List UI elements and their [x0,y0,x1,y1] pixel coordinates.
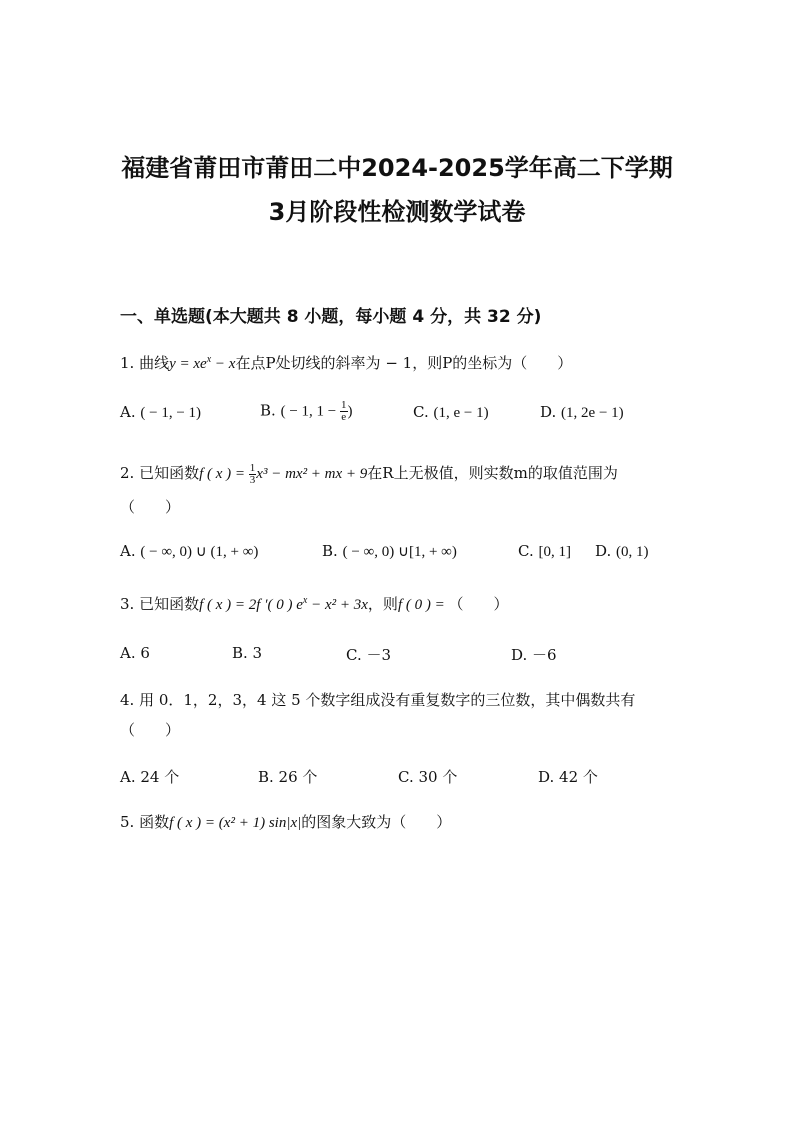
q2-frac-num: 1 [249,461,256,474]
q2-option-d-label: D. [595,542,612,560]
q3-option-a: A. 6 [120,644,150,662]
q1-post: 在点P处切线的斜率为 − 1，则P的坐标为（ ） [235,354,573,372]
q3-post: （ ） [448,595,509,613]
exam-title-line2: 3月阶段性检测数学试卷 [268,198,526,226]
q2-option-d [595,542,649,561]
q4-option-a: A. 24 个 [120,768,180,786]
q1-option-d-label: D. [540,403,557,421]
q3-number: 3. [120,595,135,613]
q3-formula2: f ( 0 ) = [397,597,449,613]
q1-number: 1. [120,354,135,372]
q1-option-a-label: A. [120,403,136,421]
q2-pre: 已知函数 [139,464,200,482]
q2-f: f ( x ) = [199,466,249,482]
q1-option-d-value: (1, 2e − 1) [561,405,624,421]
q5-number: 5. [120,813,135,831]
q4-option-d: D. 42 个 [538,768,598,786]
q4-paren: （ ） [120,721,181,739]
q3-option-c: C. －3 [346,646,392,664]
q2-formula-rest: x³ − mx² + mx + 9 [256,466,368,482]
q4-option-c: C. 30 个 [398,768,458,786]
q1-formula-tail: − x [211,356,236,372]
q2-option-b [322,542,457,561]
q1-option-b-num: 1 [341,399,347,411]
q1-option-a-value: ( − 1, − 1) [140,405,202,421]
q5-post: 的图象大致为（ ） [301,813,452,831]
q2-option-a-value: ( − ∞, 0) ∪ (1, + ∞) [140,544,259,560]
q1-option-b-pre: ( − 1, 1 − [280,403,340,420]
q1-option-b [260,400,353,423]
q1-option-b-label: B. [260,401,276,420]
q2-option-a-label: A. [120,542,136,560]
q2-option-a [120,542,258,561]
q3-formula-sup: x [302,595,308,606]
question-3 [120,593,508,614]
q1-option-b-post: ) [347,403,353,420]
q1-option-c [413,403,489,422]
q2-option-b-value: ( − ∞, 0) ∪[1, + ∞) [342,544,457,560]
q1-formula: y = xe [169,356,207,372]
question-5 [120,811,451,832]
q4-option-b: B. 26 个 [258,768,318,786]
q2-option-d-value: (0, 1) [616,544,649,560]
q1-option-b-den: e [341,411,347,423]
q1-option-d [540,403,624,422]
question-4: 4. 用 0．1，2，3，4 这 5 个数字组成没有重复数字的三位数，其中偶数共有 [120,691,636,709]
q1-formula-sup: x [206,354,212,365]
q2-number: 2. [120,464,135,482]
q3-pre: 已知函数 [139,595,200,613]
q2-frac-den: 3 [249,473,256,486]
q2-option-c-value: [0, 1] [538,544,571,560]
q2-paren: （ ） [120,498,181,516]
q3-formula: f ( x ) = 2f ′( 0 ) e [199,597,303,613]
q1-option-c-label: C. [413,403,429,421]
q3-option-d: D. －6 [511,646,557,664]
q5-formula: f ( x ) = (x² + 1) sin|x| [169,815,302,831]
question-1 [120,352,572,373]
q1-option-c-value: (1, e − 1) [433,405,489,421]
q1-option-b-fraction [340,400,348,423]
section-heading: 一、单选题(本大题共 8 小题，每小题 4 分，共 32 分) [120,307,542,327]
q3-option-b: B. 3 [232,644,263,662]
q2-option-b-label: B. [322,542,338,560]
question-2 [120,462,618,486]
q2-option-c [518,542,571,561]
q3-formula-tail: − x² + 3x [307,597,368,613]
q5-pre: 函数 [139,813,170,831]
exam-title-line1: 福建省莆田市莆田二中2024-2025学年高二下学期 [121,154,673,182]
q2-post: 在R上无极值，则实数m的取值范围为 [367,464,618,482]
q3-mid: ，则 [367,595,398,613]
q1-option-a [120,403,201,422]
q2-option-c-label: C. [518,542,534,560]
q1-pre: 曲线 [139,354,170,372]
